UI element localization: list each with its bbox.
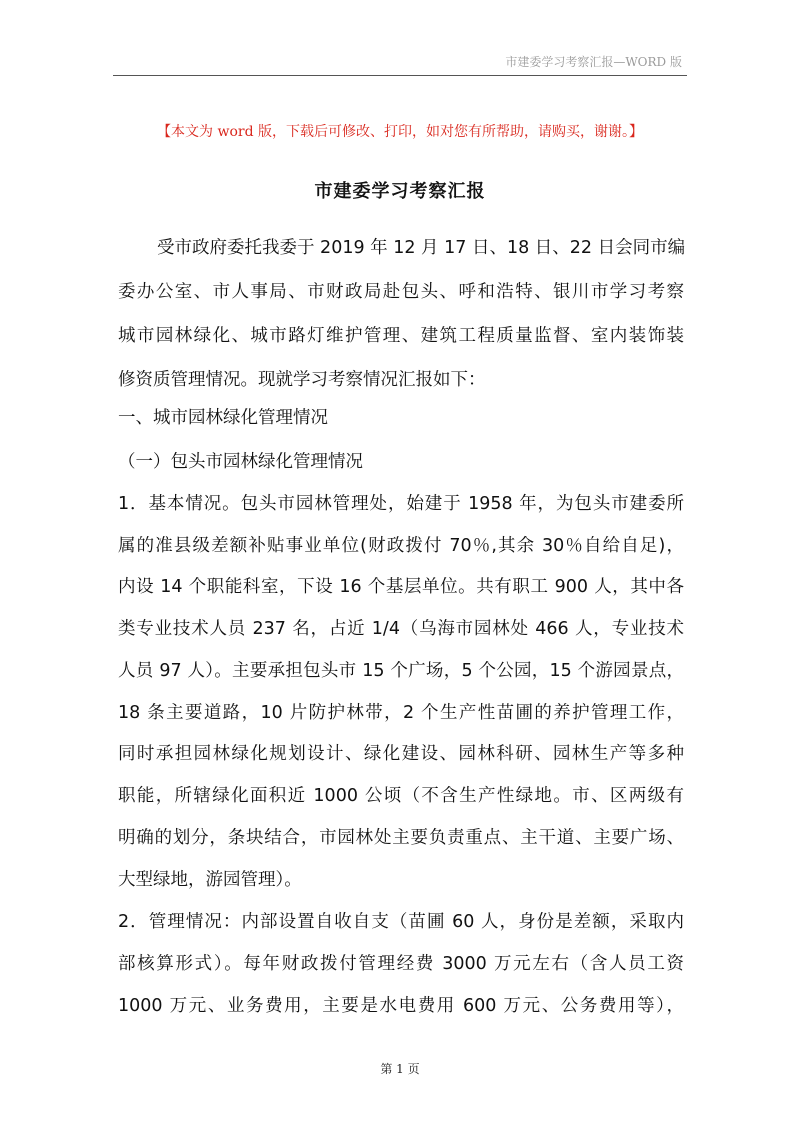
purchase-notice: 【本文为 word 版，下载后可修改、打印，如对您有所帮助，请购买，谢谢。】: [157, 124, 643, 140]
paragraph-line: 1．基本情况。包头市园林管理处，始建于 1958 年，为包头市建委所: [118, 494, 684, 514]
paragraph-line: 职能，所辖绿化面积近 1000 公顷（不含生产性绿地。市、区两级有: [118, 786, 684, 806]
paragraph-line: 受市政府委托我委于 2019 年 12 月 17 日、18 日、22 日会同市编: [157, 238, 686, 258]
running-header: 市建委学习考察汇报—WORD 版: [505, 55, 682, 69]
paragraph-line: 内设 14 个职能科室，下设 16 个基层单位。共有职工 900 人，其中各: [118, 577, 684, 597]
paragraph-line: 属的准县级差额补贴事业单位(财政拨付 70％,其余 30％自给自足)，: [118, 536, 684, 556]
paragraph-line: 部核算形式）。每年财政拨付管理经费 3000 万元左右（含人员工资: [118, 954, 684, 974]
header-divider: [113, 75, 687, 76]
paragraph-line: 修资质管理情况。现就学习考察情况汇报如下：: [118, 370, 486, 390]
paragraph-line: 委办公室、市人事局、市财政局赴包头、呼和浩特、银川市学习考察: [118, 282, 684, 302]
document-title: 市建委学习考察汇报: [314, 181, 486, 202]
paragraph-line: 大型绿地，游园管理）。: [118, 870, 302, 890]
paragraph-line: 城市园林绿化、城市路灯维护管理、建筑工程质量监督、室内装饰装: [118, 326, 684, 346]
paragraph-line: 明确的划分，条块结合，市园林处主要负责重点、主干道、主要广场、: [118, 828, 684, 848]
paragraph-line: 类专业技术人员 237 名，占近 1/4（乌海市园林处 466 人，专业技术: [118, 619, 684, 639]
subsection-heading: （一）包头市园林绿化管理情况: [118, 452, 363, 472]
paragraph-line: 人员 97 人）。主要承担包头市 15 个广场，5 个公园，15 个游园景点，: [118, 661, 684, 681]
paragraph-line: 同时承担园林绿化规划设计、绿化建设、园林科研、园林生产等多种: [118, 744, 684, 764]
paragraph-line: 18 条主要道路，10 片防护林带，2 个生产性苗圃的养护管理工作，: [118, 703, 684, 723]
section-heading: 一、城市园林绿化管理情况: [118, 408, 328, 428]
paragraph-line: 2．管理情况：内部设置自收自支（苗圃 60 人，身份是差额，采取内: [118, 912, 684, 932]
paragraph-line: 1000 万元、业务费用，主要是水电费用 600 万元、公务费用等），: [118, 996, 684, 1016]
page-number: 第 1 页: [380, 1062, 420, 1076]
